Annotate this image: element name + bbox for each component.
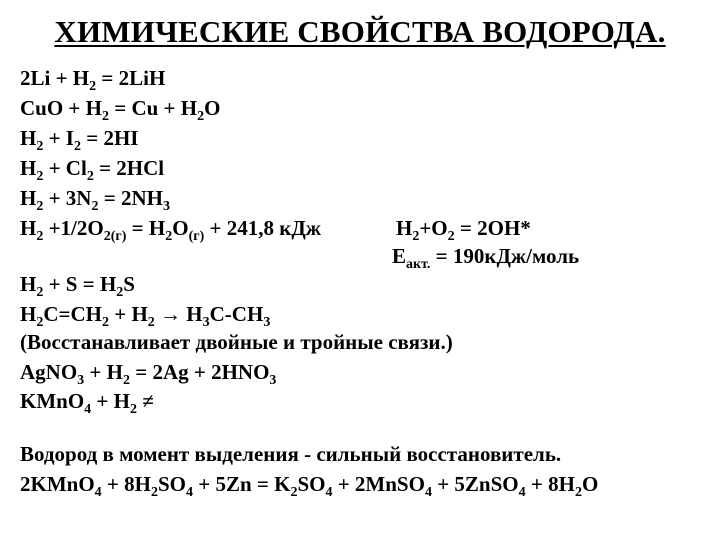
- activation-energy: [392, 244, 580, 272]
- formula-text: + 5ZnSO: [431, 472, 519, 496]
- eq-hydrogen-chloride: [20, 156, 165, 184]
- formula-text: O: [204, 96, 221, 120]
- formula-text: (Восстанавливает двойные и тройные связи.): [20, 330, 453, 354]
- formula-text: + 8H: [525, 472, 575, 496]
- subscript: 2: [122, 373, 130, 388]
- formula-text: H: [20, 216, 37, 240]
- subscript: 2: [412, 229, 420, 244]
- formula-text: ≠: [136, 389, 154, 413]
- eq-hydrogen-iodide: [20, 126, 139, 154]
- formula-text: SO: [297, 472, 326, 496]
- subscript: 2: [91, 199, 99, 214]
- eq-cuo-reduction: [20, 96, 221, 124]
- formula-text: H: [396, 216, 413, 240]
- formula-text: + 8H: [101, 472, 151, 496]
- subscript: 2: [101, 109, 109, 124]
- subscript: 2: [36, 199, 44, 214]
- subscript: 3: [77, 373, 85, 388]
- subscript: 4: [325, 485, 333, 500]
- formula-text: + H: [108, 302, 148, 326]
- note-nascent-hydrogen: [20, 442, 561, 466]
- formula-text: H: [20, 126, 37, 150]
- eq-hydroxyl-radical: [396, 216, 531, 244]
- eq-permanganate-zinc: [20, 472, 599, 500]
- formula-text: + H: [84, 360, 123, 384]
- formula-text: H: [20, 156, 37, 180]
- eq-ethylene-hydrogenation: [20, 302, 271, 330]
- formula-text: 2Li + H: [20, 66, 90, 90]
- formula-text: = 2HI: [80, 126, 139, 150]
- subscript: 2: [36, 169, 44, 184]
- eq-water-formation: [20, 216, 322, 244]
- subscript: 3: [162, 199, 170, 214]
- subscript: 4: [94, 485, 102, 500]
- subscript: 2: [129, 402, 137, 417]
- subscript: 4: [84, 402, 92, 417]
- formula-text: = 2OH*: [454, 216, 531, 240]
- subscript: 2: [36, 229, 44, 244]
- subscript: акт.: [406, 257, 431, 272]
- formula-text: = 2Ag + 2HNO: [129, 360, 270, 384]
- subscript: 3: [269, 373, 277, 388]
- formula-text: H: [20, 302, 37, 326]
- subscript: 4: [424, 485, 432, 500]
- formula-text: Водород в момент выделения - сильный восстановитель.: [20, 442, 562, 466]
- subscript: 4: [186, 485, 193, 500]
- subscript: 2: [116, 285, 124, 300]
- formula-text: +O: [419, 216, 448, 240]
- formula-text: CuO + H: [20, 96, 102, 120]
- subscript: 3: [202, 315, 210, 330]
- formula-text: O: [581, 472, 599, 496]
- subscript: 2: [89, 79, 97, 94]
- formula-text: + 5Zn = K: [193, 472, 291, 496]
- formula-text: + S = H: [43, 272, 117, 296]
- formula-text: + 2MnSO: [332, 472, 425, 496]
- subscript: 2: [447, 229, 455, 244]
- subscript: 4: [518, 485, 526, 500]
- formula-text: = 2LiH: [96, 66, 166, 90]
- formula-text: H: [20, 186, 37, 210]
- subscript: 2: [165, 229, 173, 244]
- formula-text: = 2HCl: [93, 156, 165, 180]
- formula-text: S: [123, 272, 135, 296]
- formula-text: +1/2O: [43, 216, 104, 240]
- page-title: ХИМИЧЕСКИЕ СВОЙСТВА ВОДОРОДА.: [54, 14, 666, 49]
- formula-text: → H: [154, 302, 203, 326]
- eq-li-hydride: [20, 66, 166, 94]
- formula-text: + H: [91, 389, 130, 413]
- formula-text: KMnO: [20, 389, 85, 413]
- subscript: 2: [36, 139, 44, 154]
- subscript: 2: [574, 485, 582, 500]
- subscript: 2(г): [103, 229, 127, 244]
- subscript: (г): [188, 229, 205, 244]
- formula-text: + I: [43, 126, 74, 150]
- eq-permanganate-no-reaction: [20, 389, 154, 417]
- formula-text: = Cu + H: [108, 96, 198, 120]
- subscript: 2: [86, 169, 94, 184]
- formula-text: + 3N: [43, 186, 92, 210]
- eq-silver-nitrate: [20, 360, 277, 388]
- eq-hydrogen-sulfide: [20, 272, 135, 300]
- note-double-triple-bonds: [20, 330, 453, 354]
- formula-text: = 190кДж/моль: [430, 244, 580, 268]
- formula-text: H: [20, 272, 37, 296]
- eq-ammonia: [20, 186, 170, 214]
- formula-text: = 2NH: [98, 186, 163, 210]
- formula-text: = H: [126, 216, 166, 240]
- subscript: 2: [73, 139, 81, 154]
- formula-text: C=CH: [43, 302, 102, 326]
- subscript: 2: [36, 285, 44, 300]
- formula-text: + 241,8 кДж: [204, 216, 322, 240]
- subscript: 2: [150, 485, 158, 500]
- formula-text: 2KMnO: [20, 472, 95, 496]
- subscript: 2: [147, 315, 155, 330]
- subscript: 2: [101, 315, 109, 330]
- formula-text: AgNO: [20, 360, 78, 384]
- subscript: 2: [197, 109, 205, 124]
- formula-text: SO: [157, 472, 186, 496]
- formula-text: + Cl: [43, 156, 87, 180]
- subscript: 2: [290, 485, 298, 500]
- formula-text: E: [392, 244, 407, 268]
- formula-text: C-CH: [209, 302, 264, 326]
- subscript: 3: [263, 315, 271, 330]
- formula-text: O: [172, 216, 189, 240]
- subscript: 2: [36, 315, 44, 330]
